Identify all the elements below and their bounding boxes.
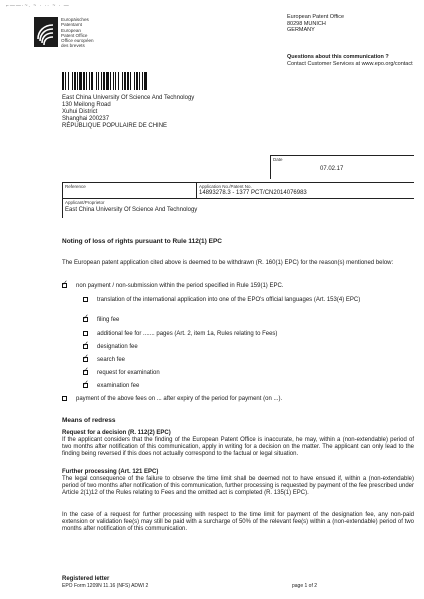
date-value: 07.02.17 (320, 166, 344, 172)
date-label: Date (273, 157, 283, 162)
sub-option-checkbox[interactable] (83, 357, 88, 362)
surcharge-text: In the case of a request for further processing with respect to the time limit for payment of the designation fee, any non-paid extension or validation fee(s) may still be paid with a surcharge of 50% of the relevant fee(s) within a (non-extendable) period of two months after notification of this communication. (62, 512, 414, 532)
office-address-line: 80298 MUNICH (287, 20, 326, 27)
sub-option-text: filing fee (97, 317, 120, 323)
main-option-text: non payment / non-submission within the period specified in Rule 159(1) EPC. (76, 283, 284, 289)
recipient-line: Shanghai 200237 (62, 116, 110, 122)
reference-box-left-line (62, 182, 63, 218)
document-heading: Noting of loss of rights pursuant to Rule 112(1) EPC (62, 238, 222, 245)
reference-box-top-line (62, 182, 414, 183)
recipient-line: 130 Meilong Road (62, 102, 111, 108)
sub-option-checkbox[interactable] (83, 331, 88, 336)
contact-info (287, 54, 413, 67)
reference-box-middle-line (62, 198, 414, 199)
sub-option-text: designation fee (97, 344, 138, 350)
sub-option-search-fee (83, 357, 414, 364)
sub-option-checkbox[interactable] (83, 317, 88, 322)
barcode (62, 72, 190, 90)
further-processing-text: The legal consequence of the failure to observe the time limit shall be deemed not to have ensued if, within a (non-extendable) period of two months after notification of this communication, further processing is requested by payment of the fee prescribed under Article 2(1)12 of the Rules relating to Fees and the omitted act is completed (R. 135(1) EPC). (62, 476, 414, 496)
date-box-top-line (270, 155, 414, 156)
main-option-checkbox[interactable] (62, 283, 67, 288)
late-payment-text: payment of the above fees on ... after expiry of the period for payment (on ...). (76, 396, 283, 402)
intro-text: The European patent application cited above is deemed to be withdrawn (R. 160(1) EPC) for the reason(s) mentioned below: (62, 260, 394, 266)
logo-line-3: European (61, 27, 81, 33)
decision-text: If the applicant considers that the finding of the European Patent Office is inaccurate, he may, within a (non-extendable) period of two months after notification of this communication, apply in writing for a decision on the matter. The applicant can only lead to the finding being reversed if this does not actually correspond to the factual or legal situation. (62, 437, 414, 457)
sub-option-text: request for examination (97, 370, 160, 376)
recipient-line: East China University Of Science And Technology (62, 95, 195, 101)
sub-option-examination-fee (83, 383, 414, 390)
contact-text: Contact Customer Services at www.epo.org/contact (287, 60, 413, 67)
main-option (62, 283, 414, 290)
redress-heading: Means of redress (62, 417, 116, 424)
recipient-address (62, 95, 194, 130)
logo-line-1: Europäisches (61, 17, 89, 22)
sub-option-additional-fee (83, 331, 414, 338)
sub-option-designation-fee (83, 344, 414, 351)
office-address-line: European Patent Office (287, 14, 345, 20)
logo-line-2: Patentamt (61, 22, 82, 28)
sub-option-text: translation of the international application into one of the EPO's official languages (Art. 153(4) EPC) (97, 297, 361, 303)
reference-box-divider (196, 182, 197, 198)
recipient-line: Xuhui District (62, 109, 98, 115)
sub-option-text: examination fee (97, 383, 140, 389)
contact-title: Questions about this communication ? (287, 54, 389, 60)
application-label: Application No./Patent No. (199, 184, 252, 189)
further-processing-heading: Further processing (Art. 121 EPC) (62, 469, 159, 475)
late-payment-checkbox[interactable] (62, 396, 67, 401)
logo-line-5: Office européen (61, 38, 94, 44)
office-address (287, 14, 344, 34)
barcode-bar (147, 72, 148, 90)
form-number: EPO Form 1209N 11.16 (NFS) ADWI 2 (62, 583, 149, 589)
registered-letter: Registered letter (62, 576, 110, 582)
logo-line-6: des brevets (61, 43, 85, 49)
recipient-line: RÉPUBLIQUE POPULAIRE DE CHINE (62, 123, 168, 129)
sub-option-request-examination (83, 370, 414, 377)
sub-option-translation (83, 297, 414, 304)
epo-logo-icon (34, 17, 58, 47)
sub-option-checkbox[interactable] (83, 370, 88, 375)
sub-option-filing-fee (83, 317, 414, 324)
epo-logo (34, 17, 58, 52)
late-payment-option (62, 396, 414, 403)
sub-option-checkbox[interactable] (83, 344, 88, 349)
sub-option-text: search fee (97, 357, 126, 363)
sub-option-text: additional fee for ....... pages (Art. 2, item 1a, Rules relating to Fees) (97, 331, 278, 337)
sub-option-checkbox[interactable] (83, 297, 88, 302)
applicant-value: East China University Of Science And Technology (65, 207, 198, 213)
page-number: page 1 of 2 (292, 583, 318, 589)
handwritten-scribble: ⌐——·~. ~ · ·· ~ · — (6, 3, 70, 9)
office-address-line: GERMANY (287, 27, 315, 33)
decision-heading: Request for a decision (R. 112(2) EPC) (62, 430, 171, 436)
applicant-label: Applicant/Proprietor (65, 200, 105, 205)
application-number: 14893278.3 - 1377 PCT/CN2014076983 (199, 190, 307, 196)
date-box-left-line (270, 155, 271, 179)
reference-label: Reference (65, 184, 86, 189)
sub-option-checkbox[interactable] (83, 383, 88, 388)
epo-logo-text (61, 17, 94, 49)
logo-line-4: Patent Office (61, 32, 88, 38)
